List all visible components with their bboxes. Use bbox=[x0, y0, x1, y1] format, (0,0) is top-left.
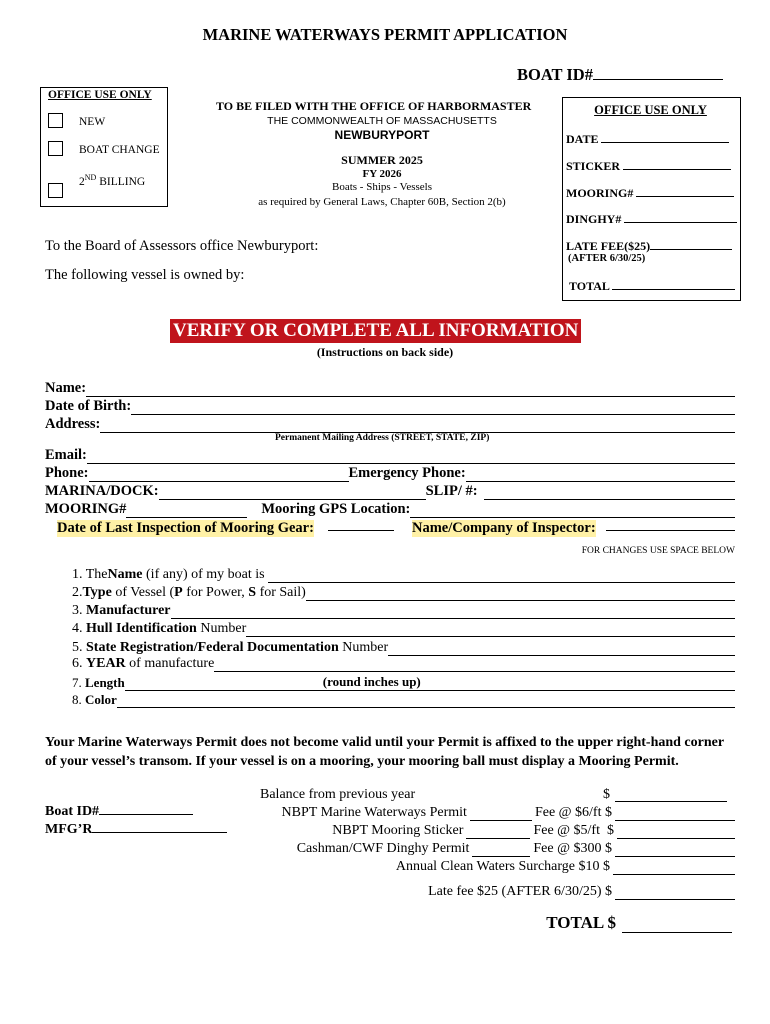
boat-change-checkbox[interactable] bbox=[48, 141, 63, 156]
total-field[interactable] bbox=[622, 920, 732, 933]
email-row: Email: bbox=[45, 447, 735, 464]
boat-id-field[interactable] bbox=[593, 79, 723, 80]
length-note: (round inches up) bbox=[322, 674, 421, 689]
late-fee-bottom-field[interactable] bbox=[615, 887, 735, 900]
sticker-row: STICKER bbox=[566, 159, 731, 174]
vessel-types: Boats - Ships - Vessels bbox=[331, 181, 433, 193]
phone-field[interactable] bbox=[89, 469, 349, 482]
boat-id-label: BOAT ID# bbox=[517, 65, 593, 84]
mooring-office-field[interactable] bbox=[636, 196, 734, 197]
sticker-fee-field[interactable] bbox=[617, 826, 735, 839]
mooring-row: MOORING# Mooring GPS Location: bbox=[45, 501, 735, 518]
filed-with: TO BE FILED WITH THE OFFICE OF HARBORMASTER bbox=[216, 99, 532, 113]
sticker-fee-row: NBPT Mooring Sticker Fee @ $5/ft $ bbox=[332, 823, 735, 839]
mfgr-field[interactable] bbox=[92, 832, 227, 833]
color-field[interactable] bbox=[117, 695, 735, 708]
fiscal-year: FY 2026 bbox=[362, 168, 402, 180]
inspector-label: Name/Company of Inspector: bbox=[412, 520, 596, 536]
permit-notice: Your Marine Waterways Permit does not become valid until your Permit is affixed to the upper right-hand corner of your vessel’s transom. If your vessel is on a mooring, your mooring ball must display a Mooring Permit. bbox=[45, 735, 724, 769]
second-billing-label: 2ND BILLING bbox=[79, 173, 146, 188]
instructions-note: (Instructions on back side) bbox=[316, 345, 454, 359]
dinghy-fee-field[interactable] bbox=[615, 844, 735, 857]
permit-fee-row: NBPT Marine Waterways Permit Fee @ $6/ft $ bbox=[282, 805, 735, 821]
clean-waters-field[interactable] bbox=[613, 862, 735, 875]
vessel-type-row: 2. Type of Vessel ( P for Power, S for Sail) bbox=[72, 585, 735, 601]
emergency-phone-field[interactable] bbox=[466, 469, 735, 482]
manufacturer-field[interactable] bbox=[171, 606, 736, 619]
new-checkbox[interactable] bbox=[48, 113, 63, 128]
season: SUMMER 2025 bbox=[341, 153, 423, 167]
vessel-owned-by: The following vessel is owned by: bbox=[45, 267, 245, 283]
gps-field[interactable] bbox=[410, 505, 735, 518]
boat-change-label: BOAT CHANGE bbox=[79, 144, 160, 156]
sticker-field[interactable] bbox=[623, 169, 731, 170]
inspection-date-field[interactable] bbox=[328, 530, 394, 531]
page-title: MARINE WATERWAYS PERMIT APPLICATION bbox=[202, 25, 568, 44]
permit-length-field[interactable] bbox=[470, 808, 532, 821]
boat-id-header bbox=[517, 65, 723, 85]
address-note: Permanent Mailing Address (STREET, STATE, ZIP) bbox=[275, 433, 490, 443]
late-fee-bottom-row: Late fee $25 (AFTER 6/30/25) $ bbox=[428, 884, 735, 900]
length-field-extra[interactable] bbox=[421, 678, 735, 691]
office-right-heading: OFFICE USE ONLY bbox=[594, 103, 707, 117]
vessel-name-field[interactable] bbox=[268, 570, 735, 583]
office-left-heading: OFFICE USE ONLY bbox=[48, 89, 152, 101]
address-field[interactable] bbox=[100, 420, 735, 433]
year-row: 6. YEAR of manufacture bbox=[72, 656, 735, 672]
inspector-field[interactable] bbox=[606, 530, 735, 531]
inspector-row bbox=[606, 520, 735, 536]
after-date-note: (AFTER 6/30/25) bbox=[568, 253, 646, 264]
registration-field[interactable] bbox=[388, 643, 735, 656]
total-office-row: TOTAL bbox=[569, 279, 735, 294]
sticker-length-field[interactable] bbox=[466, 826, 530, 839]
phone-row: Phone: Emergency Phone: bbox=[45, 465, 735, 482]
mooring-office-row: MOORING# bbox=[566, 186, 734, 201]
inspection-date-label: Date of Last Inspection of Mooring Gear: bbox=[57, 520, 314, 536]
law-reference: as required by General Laws, Chapter 60B, Section 2(b) bbox=[258, 196, 506, 208]
changes-note: FOR CHANGES USE SPACE BELOW bbox=[581, 546, 735, 556]
dinghy-field[interactable] bbox=[624, 222, 737, 223]
commonwealth: THE COMMONWEALTH OF MASSACHUSETTS bbox=[267, 115, 497, 127]
total-row: TOTAL $ bbox=[546, 913, 732, 933]
late-fee-office-field[interactable] bbox=[650, 249, 732, 250]
hull-id-field[interactable] bbox=[246, 624, 735, 637]
address-row: Address: bbox=[45, 416, 735, 433]
board-of-assessors: To the Board of Assessors office Newburyport: bbox=[45, 238, 319, 254]
second-billing-checkbox[interactable] bbox=[48, 183, 63, 198]
dinghy-fee-row: Cashman/CWF Dinghy Permit Fee @ $300 $ bbox=[297, 841, 735, 857]
vessel-type-field[interactable] bbox=[306, 588, 735, 601]
balance-field[interactable] bbox=[615, 787, 727, 802]
city-name: NEWBURYPORT bbox=[334, 128, 430, 142]
balance-currency: $ bbox=[603, 787, 610, 802]
email-field[interactable] bbox=[87, 451, 735, 464]
dinghy-row: DINGHY# bbox=[566, 212, 737, 227]
permit-fee-field[interactable] bbox=[615, 808, 735, 821]
clean-waters-row: Annual Clean Waters Surcharge $10 $ bbox=[396, 859, 735, 875]
vessel-name-row: 1. The Name (if any) of my boat is bbox=[72, 567, 735, 583]
year-field[interactable] bbox=[214, 659, 735, 672]
slip-field[interactable] bbox=[484, 487, 735, 500]
registration-row: 5. State Registration/Federal Documentation Number bbox=[72, 640, 735, 656]
total-office-field[interactable] bbox=[612, 289, 735, 290]
late-fee-row: LATE FEE($25) bbox=[566, 239, 732, 254]
date-field[interactable] bbox=[601, 142, 729, 143]
dob-field[interactable] bbox=[131, 402, 735, 415]
color-row: 8. Color bbox=[72, 692, 735, 708]
boat-id-bottom-row: Boat ID# bbox=[45, 804, 193, 820]
mooring-field[interactable] bbox=[126, 505, 247, 518]
new-label: NEW bbox=[79, 116, 106, 128]
name-field[interactable] bbox=[86, 384, 735, 397]
marina-field[interactable] bbox=[159, 487, 426, 500]
balance-label: Balance from previous year bbox=[260, 787, 416, 802]
manufacturer-row: 3. Manufacturer bbox=[72, 603, 735, 619]
date-row: DATE bbox=[566, 132, 729, 147]
name-row: Name: bbox=[45, 380, 735, 397]
marina-row: MARINA/DOCK: SLIP/ #: bbox=[45, 483, 735, 500]
balance-row bbox=[615, 787, 727, 807]
verify-banner: VERIFY OR COMPLETE ALL INFORMATION bbox=[170, 319, 581, 343]
dob-row: Date of Birth: bbox=[45, 398, 735, 415]
dinghy-qty-field[interactable] bbox=[472, 844, 530, 857]
inspection-date-row bbox=[328, 520, 394, 536]
mfgr-row: MFG’R bbox=[45, 822, 227, 838]
length-row: 7. Length (round inches up) bbox=[72, 674, 735, 691]
length-field[interactable] bbox=[125, 678, 323, 691]
hull-id-row: 4. Hull Identification Number bbox=[72, 621, 735, 637]
boat-id-bottom-field[interactable] bbox=[99, 814, 193, 815]
